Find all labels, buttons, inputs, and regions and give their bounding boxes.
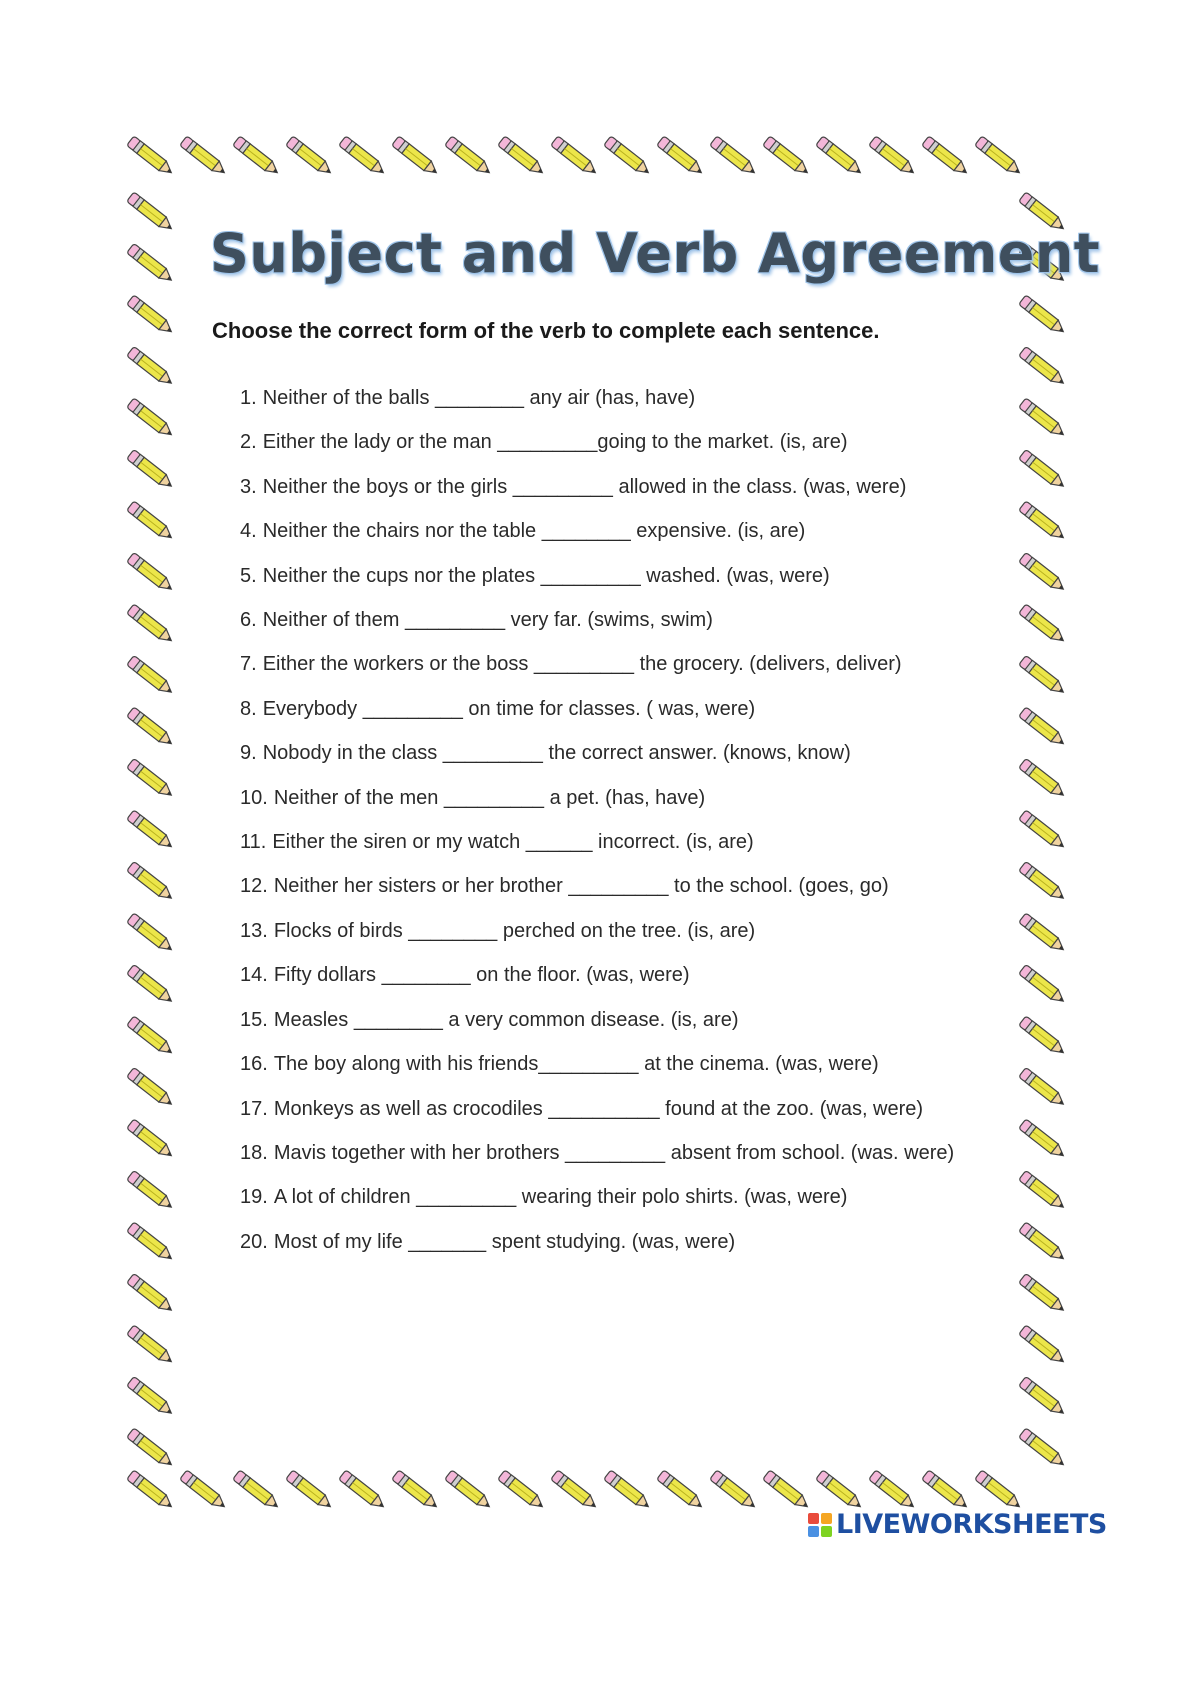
question-number: 3. [240, 475, 257, 498]
question-number: 13. [240, 919, 268, 942]
pencil-icon [127, 346, 175, 387]
question-number: 19. [240, 1186, 268, 1209]
question-item [240, 909, 1020, 953]
pencil-icon [127, 1325, 175, 1366]
question-number: 10. [240, 786, 268, 809]
question-text: Measles ________ a very common disease. (is, are) [273, 1008, 739, 1031]
pencil-icon [869, 136, 917, 177]
question-text: Most of my life _______ spent studying. (was, were) [273, 1230, 736, 1253]
question-number: 7. [240, 653, 257, 676]
pencil-icon [710, 1470, 758, 1511]
pencil-icon [816, 1470, 864, 1511]
question-number: 2. [240, 431, 257, 454]
pencil-icon [1019, 449, 1067, 490]
pencil-icon [763, 136, 811, 177]
question-number: 18. [240, 1141, 268, 1164]
pencil-icon [392, 1470, 440, 1511]
liveworksheets-brand[interactable] [808, 1509, 1107, 1540]
pencil-icon [1019, 1325, 1067, 1366]
pencil-icon [1019, 861, 1067, 902]
worksheet-instruction: Choose the correct form of the verb to complete each sentence. [212, 318, 880, 343]
question-item [240, 1220, 1020, 1264]
worksheet-title: Subject and Verb Agreement [210, 222, 1101, 285]
question-number: 15. [240, 1008, 268, 1031]
pencil-icon [816, 136, 864, 177]
pencil-icon [127, 810, 175, 851]
question-item [240, 598, 1020, 642]
pencil-icon [180, 1470, 228, 1511]
pencil-icon [1019, 964, 1067, 1005]
question-item [240, 642, 1020, 686]
question-text: Mavis together with her brothers _________ absent from school. (was. were) [273, 1141, 955, 1164]
pencil-icon [127, 1222, 175, 1263]
pencil-icon [763, 1470, 811, 1511]
pencil-icon [127, 398, 175, 439]
pencil-icon [922, 136, 970, 177]
pencil-icon [339, 136, 387, 177]
pencil-icon [1019, 501, 1067, 542]
question-item [240, 820, 1020, 864]
question-item [240, 731, 1020, 775]
pencil-icon [127, 604, 175, 645]
question-text: Either the siren or my watch ______ incorrect. (is, are) [272, 831, 754, 854]
pencil-icon [1019, 1273, 1067, 1314]
pencil-icon [127, 913, 175, 954]
question-item [240, 554, 1020, 598]
question-item [240, 953, 1020, 997]
pencil-icon [604, 136, 652, 177]
liveworksheets-logo-icon [808, 1513, 832, 1537]
question-list [240, 376, 1020, 1264]
pencil-icon [127, 449, 175, 490]
pencil-icon [551, 136, 599, 177]
question-text: Either the workers or the boss _________ the grocery. (delivers, deliver) [262, 653, 902, 676]
pencil-icon [1019, 1119, 1067, 1160]
pencil-icon [1019, 810, 1067, 851]
pencil-icon [233, 136, 281, 177]
question-text: A lot of children _________ wearing their polo shirts. (was, were) [273, 1186, 848, 1209]
pencil-icon [1019, 1376, 1067, 1417]
question-number: 11. [240, 831, 267, 854]
question-item [240, 1131, 1020, 1175]
pencil-icon [127, 655, 175, 696]
pencil-icon [233, 1470, 281, 1511]
pencil-icon [1019, 655, 1067, 696]
pencil-icon [922, 1470, 970, 1511]
pencil-icon [127, 758, 175, 799]
question-text: The boy along with his friends_________ at the cinema. (was, were) [273, 1053, 879, 1076]
question-item [240, 1042, 1020, 1086]
question-item [240, 420, 1020, 464]
pencil-icon [127, 1170, 175, 1211]
question-text: Monkeys as well as crocodiles __________ found at the zoo. (was, were) [273, 1097, 924, 1120]
pencil-icon [127, 1119, 175, 1160]
pencil-icon [498, 136, 546, 177]
logo-square-icon [808, 1513, 819, 1524]
pencil-icon [286, 1470, 334, 1511]
pencil-icon [1019, 398, 1067, 439]
question-item [240, 776, 1020, 820]
question-number: 16. [240, 1053, 268, 1076]
pencil-icon [657, 1470, 705, 1511]
question-text: Neither the chairs nor the table ________ expensive. (is, are) [262, 520, 806, 543]
pencil-icon [975, 136, 1023, 177]
question-item [240, 465, 1020, 509]
pencil-icon [1019, 758, 1067, 799]
question-item [240, 998, 1020, 1042]
pencil-icon [1019, 552, 1067, 593]
pencil-icon [127, 295, 175, 336]
logo-square-icon [821, 1513, 832, 1524]
question-text: Neither the cups nor the plates _________ washed. (was, were) [262, 564, 830, 587]
question-text: Flocks of birds ________ perched on the tree. (is, are) [273, 919, 756, 942]
pencil-icon [1019, 707, 1067, 748]
question-number: 9. [240, 742, 257, 765]
pencil-icon [869, 1470, 917, 1511]
pencil-icon [975, 1470, 1023, 1511]
question-number: 6. [240, 609, 257, 632]
question-item [240, 864, 1020, 908]
pencil-icon [445, 1470, 493, 1511]
pencil-icon [1019, 295, 1067, 336]
pencil-icon [127, 1376, 175, 1417]
question-number: 1. [240, 387, 257, 409]
pencil-icon [127, 1470, 175, 1511]
question-text: Either the lady or the man _________going to the market. (is, are) [262, 431, 848, 454]
pencil-icon [127, 1016, 175, 1057]
pencil-icon [127, 136, 175, 177]
pencil-icon [127, 861, 175, 902]
question-text: Everybody _________ on time for classes. ( was, were) [262, 697, 756, 720]
pencil-icon [445, 136, 493, 177]
question-text: Fifty dollars ________ on the floor. (was, were) [273, 964, 690, 987]
question-item [240, 1087, 1020, 1131]
pencil-icon [1019, 913, 1067, 954]
question-number: 17. [240, 1097, 268, 1120]
pencil-icon [127, 964, 175, 1005]
pencil-icon [604, 1470, 652, 1511]
pencil-icon [127, 192, 175, 233]
pencil-icon [498, 1470, 546, 1511]
question-number: 4. [240, 520, 257, 543]
brand-name: LIVEWORKSHEETS [836, 1509, 1107, 1540]
question-text: Neither of the men _________ a pet. (has, have) [273, 786, 706, 809]
pencil-icon [339, 1470, 387, 1511]
question-text: Neither of the balls ________ any air (has, have) [262, 387, 696, 409]
question-number: 5. [240, 564, 257, 587]
pencil-icon [710, 136, 758, 177]
question-number: 12. [240, 875, 268, 898]
pencil-icon [127, 1273, 175, 1314]
question-text: Neither her sisters or her brother _________ to the school. (goes, go) [273, 875, 889, 898]
pencil-icon [127, 501, 175, 542]
pencil-icon [127, 1067, 175, 1108]
pencil-icon [1019, 346, 1067, 387]
question-number: 20. [240, 1230, 268, 1253]
pencil-icon [1019, 604, 1067, 645]
question-item [240, 509, 1020, 553]
pencil-icon [551, 1470, 599, 1511]
pencil-icon [1019, 1170, 1067, 1211]
question-item [240, 687, 1020, 731]
pencil-icon [1019, 1067, 1067, 1108]
question-text: Neither of them _________ very far. (swims, swim) [262, 609, 713, 632]
question-item [240, 376, 1020, 420]
pencil-icon [127, 243, 175, 284]
logo-square-icon [808, 1526, 819, 1537]
pencil-icon [657, 136, 705, 177]
question-text: Neither the boys or the girls _________ allowed in the class. (was, were) [262, 475, 907, 498]
pencil-icon [127, 1428, 175, 1469]
pencil-icon [1019, 1222, 1067, 1263]
question-number: 8. [240, 697, 257, 720]
pencil-icon [180, 136, 228, 177]
pencil-icon [1019, 1016, 1067, 1057]
pencil-icon [286, 136, 334, 177]
question-number: 14. [240, 964, 268, 987]
question-item [240, 1175, 1020, 1219]
question-text: Nobody in the class _________ the correct answer. (knows, know) [262, 742, 851, 765]
pencil-icon [1019, 1428, 1067, 1469]
pencil-icon [127, 707, 175, 748]
pencil-icon [392, 136, 440, 177]
logo-square-icon [821, 1526, 832, 1537]
pencil-icon [127, 552, 175, 593]
